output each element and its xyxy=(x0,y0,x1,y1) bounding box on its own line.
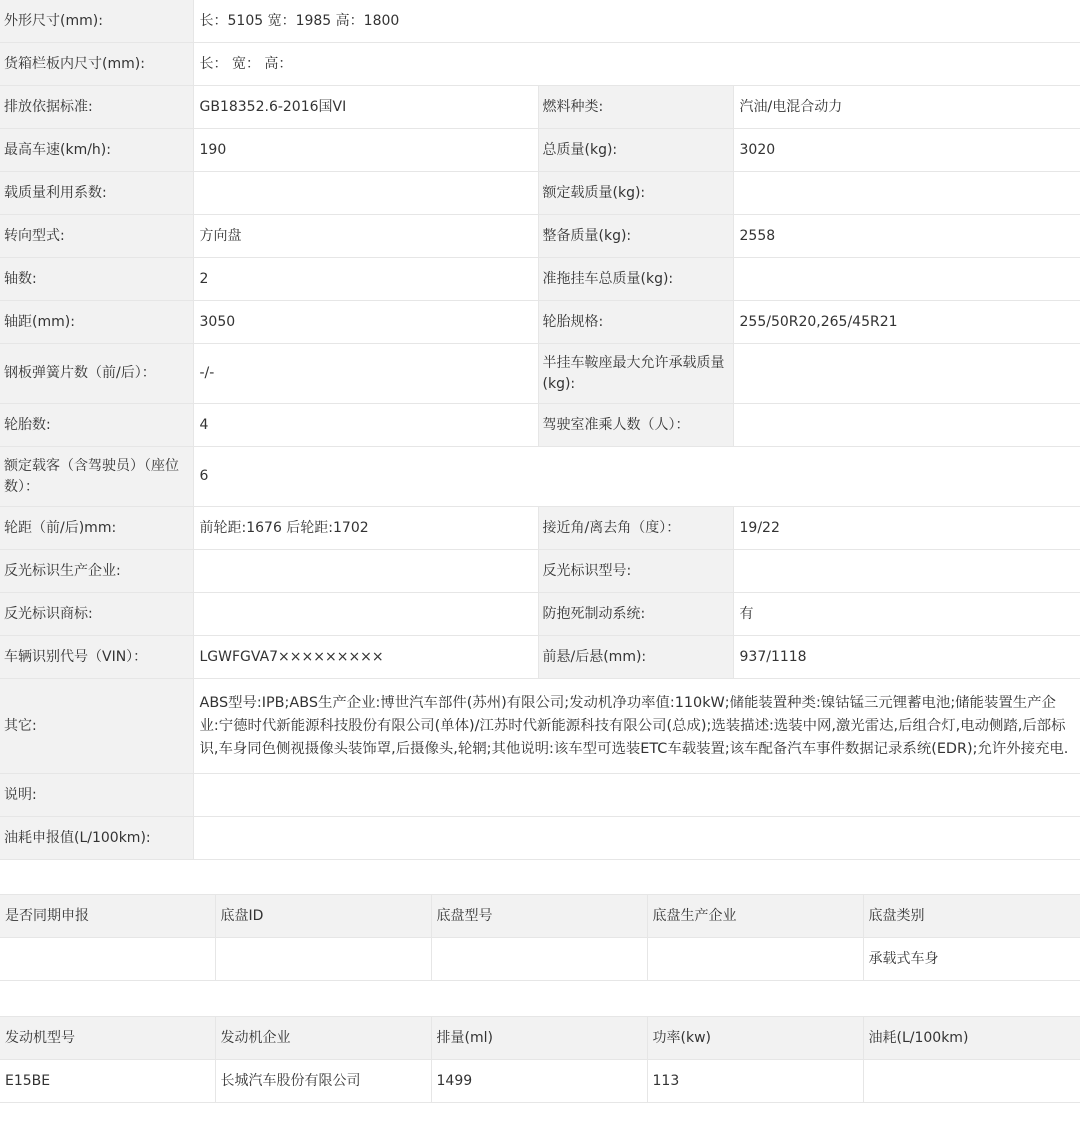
spec-value: 19/22 xyxy=(733,507,1080,550)
spec-label: 轴距(mm): xyxy=(0,301,193,344)
engine-cell: 113 xyxy=(647,1060,863,1103)
spec-row xyxy=(0,550,1080,593)
spec-label: 最高车速(km/h): xyxy=(0,129,193,172)
chassis-table xyxy=(0,894,1080,981)
chassis-column-header: 底盘ID xyxy=(215,895,431,938)
engine-column-header: 发动机企业 xyxy=(215,1017,431,1060)
spec-row xyxy=(0,447,1080,507)
spec-value: 3050 xyxy=(193,301,538,344)
engine-cell xyxy=(863,1060,1080,1103)
spec-label: 防抱死制动系统: xyxy=(538,593,733,636)
spec-label: 总质量(kg): xyxy=(538,129,733,172)
chassis-header-row xyxy=(0,895,1080,938)
spec-value xyxy=(733,550,1080,593)
spec-label: 说明: xyxy=(0,774,193,817)
engine-column-header: 油耗(L/100km) xyxy=(863,1017,1080,1060)
spec-value: -/- xyxy=(193,344,538,404)
spec-value: 937/1118 xyxy=(733,636,1080,679)
spec-label: 其它: xyxy=(0,679,193,774)
spec-value: 汽油/电混合动力 xyxy=(733,86,1080,129)
spec-row xyxy=(0,593,1080,636)
spec-value: 2 xyxy=(193,258,538,301)
spec-value xyxy=(193,550,538,593)
spec-row xyxy=(0,301,1080,344)
spec-label: 前悬/后悬(mm): xyxy=(538,636,733,679)
spec-label: 轮胎数: xyxy=(0,404,193,447)
chassis-column-header: 底盘类别 xyxy=(863,895,1080,938)
spec-row xyxy=(0,0,1080,43)
spec-label: 额定载客（含驾驶员）（座位数）： xyxy=(0,447,193,507)
spec-value xyxy=(193,172,538,215)
spec-label: 货箱栏板内尺寸(mm): xyxy=(0,43,193,86)
spec-row xyxy=(0,215,1080,258)
spec-row xyxy=(0,817,1080,860)
chassis-column-header: 底盘生产企业 xyxy=(647,895,863,938)
chassis-cell: 承载式车身 xyxy=(863,938,1080,981)
spec-row xyxy=(0,679,1080,774)
spec-value xyxy=(733,172,1080,215)
spec-row xyxy=(0,258,1080,301)
spec-row xyxy=(0,344,1080,404)
spec-value: 255/50R20,265/45R21 xyxy=(733,301,1080,344)
spec-row xyxy=(0,86,1080,129)
spec-value: 有 xyxy=(733,593,1080,636)
spec-value: 长：5105 宽：1985 高：1800 xyxy=(193,0,1080,43)
spec-label: 轮胎规格: xyxy=(538,301,733,344)
spec-value: ABS型号:IPB;ABS生产企业:博世汽车部件(苏州)有限公司;发动机净功率值:110kW;储能装置种类:镍钴锰三元锂蓄电池;储能装置生产企业:宁德时代新能源科技股份有限公司(单体)/江苏时代新能源科技有限公司(总成);选装描述:选装中网,激光雷达,后组合灯,电动侧踏,后部标识,车身同色侧视摄像头装饰罩,后摄像头,轮辋;其他说明:该车型可选装ETC车载装置;该车配备汽车事件数据记录系统(EDR);允许外接充电. xyxy=(193,679,1080,774)
spec-value xyxy=(733,344,1080,404)
spec-row xyxy=(0,129,1080,172)
engine-table xyxy=(0,1016,1080,1103)
spec-value: 方向盘 xyxy=(193,215,538,258)
spec-value: 长： 宽： 高： xyxy=(193,43,1080,86)
spec-label: 转向型式: xyxy=(0,215,193,258)
spec-value: 3020 xyxy=(733,129,1080,172)
spec-row xyxy=(0,404,1080,447)
spec-value xyxy=(193,817,1080,860)
spec-label: 准拖挂车总质量(kg): xyxy=(538,258,733,301)
spec-label: 接近角/离去角（度）： xyxy=(538,507,733,550)
spec-value: 190 xyxy=(193,129,538,172)
spec-label: 载质量利用系数: xyxy=(0,172,193,215)
spec-label: 排放依据标准: xyxy=(0,86,193,129)
spec-label: 油耗申报值(L/100km): xyxy=(0,817,193,860)
spec-value: 前轮距:1676 后轮距:1702 xyxy=(193,507,538,550)
engine-column-header: 排量(ml) xyxy=(431,1017,647,1060)
spec-label: 轴数: xyxy=(0,258,193,301)
chassis-column-header: 底盘型号 xyxy=(431,895,647,938)
spec-label: 整备质量(kg): xyxy=(538,215,733,258)
spec-value: LGWFGVA7××××××××× xyxy=(193,636,538,679)
spec-label: 燃料种类: xyxy=(538,86,733,129)
spec-label: 反光标识生产企业: xyxy=(0,550,193,593)
chassis-cell xyxy=(431,938,647,981)
spec-row xyxy=(0,43,1080,86)
spec-value xyxy=(193,774,1080,817)
chassis-cell xyxy=(215,938,431,981)
chassis-cell xyxy=(647,938,863,981)
spec-value: 4 xyxy=(193,404,538,447)
spec-label: 外形尺寸(mm): xyxy=(0,0,193,43)
chassis-table-row xyxy=(0,938,1080,981)
chassis-column-header: 是否同期申报 xyxy=(0,895,215,938)
engine-header-row xyxy=(0,1017,1080,1060)
spec-label: 半挂车鞍座最大允许承载质量(kg): xyxy=(538,344,733,404)
spec-row xyxy=(0,172,1080,215)
spec-value: GB18352.6-2016国VI xyxy=(193,86,538,129)
spec-value xyxy=(733,404,1080,447)
spec-label: 驾驶室准乘人数（人）： xyxy=(538,404,733,447)
spec-label: 车辆识别代号（VIN）： xyxy=(0,636,193,679)
spec-label: 钢板弹簧片数（前/后）： xyxy=(0,344,193,404)
engine-column-header: 功率(kw) xyxy=(647,1017,863,1060)
spec-value: 2558 xyxy=(733,215,1080,258)
engine-cell: 长城汽车股份有限公司 xyxy=(215,1060,431,1103)
engine-column-header: 发动机型号 xyxy=(0,1017,215,1060)
spec-label: 轮距（前/后)mm: xyxy=(0,507,193,550)
engine-cell: E15BE xyxy=(0,1060,215,1103)
engine-table-row xyxy=(0,1060,1080,1103)
spec-row xyxy=(0,636,1080,679)
engine-cell: 1499 xyxy=(431,1060,647,1103)
spec-row xyxy=(0,774,1080,817)
spec-value xyxy=(193,593,538,636)
spec-label: 反光标识商标: xyxy=(0,593,193,636)
spec-label: 额定载质量(kg): xyxy=(538,172,733,215)
chassis-cell xyxy=(0,938,215,981)
spec-label: 反光标识型号: xyxy=(538,550,733,593)
spec-row xyxy=(0,507,1080,550)
spec-value: 6 xyxy=(193,447,1080,507)
spec-value xyxy=(733,258,1080,301)
